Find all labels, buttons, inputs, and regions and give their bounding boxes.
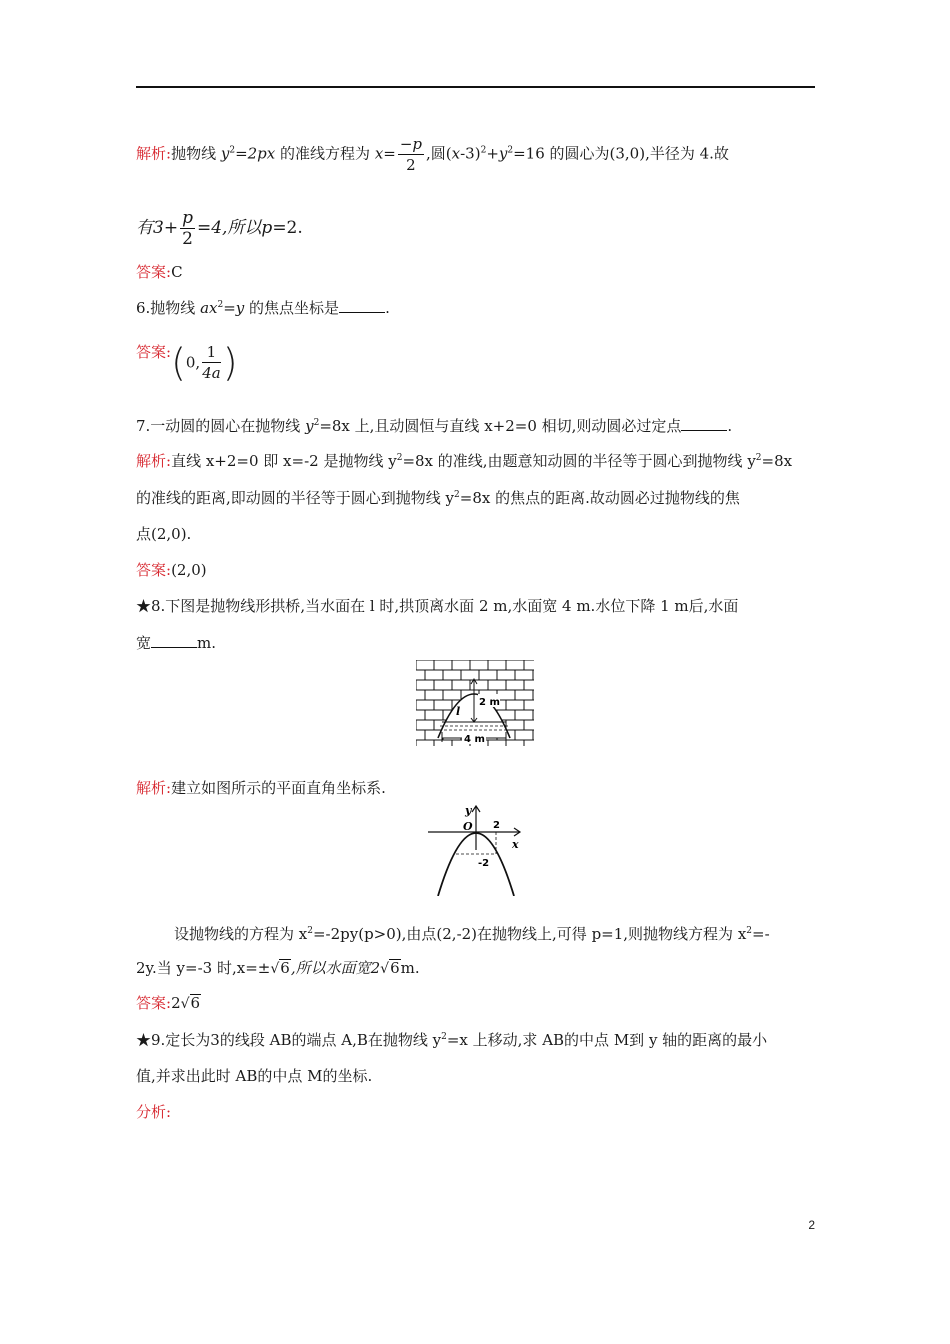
brick [488, 660, 506, 670]
answer-blank [339, 300, 385, 313]
brick [470, 660, 488, 670]
fraction: $\frac{p}{2}$ [182, 208, 193, 249]
brick [425, 710, 443, 720]
tick-label-neg2: -2 [478, 858, 490, 869]
solution-8-line1: 解析:建立如图所示的平面直角坐标系. [136, 779, 386, 797]
page-number: 2 [808, 1218, 815, 1232]
brick [506, 700, 524, 710]
brick [434, 680, 452, 690]
answer-blank [681, 418, 727, 431]
question-6: 6.抛物线 $ax^2=y$ 的焦点坐标是 . [136, 299, 390, 317]
brick [506, 660, 524, 670]
solution-label: 解析: [136, 144, 172, 163]
brick [416, 700, 434, 710]
brick [515, 730, 533, 740]
brick [425, 670, 443, 680]
brick [434, 660, 452, 670]
brick [533, 690, 534, 700]
brick [434, 700, 452, 710]
question-7: 7.一动圆的圆心在抛物线 $y^2=8x$ 上,且动圆恒与直线 x+2=0 相切,则动圆必过定点 . [136, 417, 733, 435]
answer-8: 答案:2√6 [136, 994, 201, 1012]
y-axis-label: y [465, 804, 472, 817]
brick [524, 700, 534, 710]
solution-7-line3: 点(2,0). [136, 525, 192, 543]
brick [524, 720, 534, 730]
brick [443, 690, 461, 700]
brick [506, 680, 524, 690]
brick [479, 670, 497, 680]
brick [425, 690, 443, 700]
solution-5-line1: 解析:抛物线 $y^2=2px$ 的准线方程为 x= $\frac{-p}{2}$ ,圆$(x-3)^2+y^2=16$ 的圆心为(3,0),半径为 4.故 [136, 135, 729, 174]
answer-5: 答案:C [136, 263, 183, 281]
x-axis-label: x [512, 838, 519, 851]
brick [506, 740, 524, 746]
brick [515, 710, 533, 720]
width-label: 4 m [464, 734, 485, 745]
brick [452, 660, 470, 670]
coordinate-figure [428, 800, 528, 896]
brick [416, 690, 425, 700]
tick-label-2: 2 [493, 820, 500, 831]
brick [452, 680, 470, 690]
brick [515, 670, 533, 680]
brick [416, 720, 434, 730]
height-label: 2 m [479, 697, 500, 708]
brick [515, 690, 533, 700]
brick [506, 720, 524, 730]
brick [416, 740, 434, 746]
question-9-line2: 值,并求出此时 AB的中点 M的坐标. [136, 1067, 373, 1085]
solution-8-line2: 设抛物线的方程为 $x^2=-2py(p>0)$,由点(2,-2)在抛物线上,可得 p=1,则抛物线方程为 $x^2=-$ [174, 925, 770, 943]
water-level-label: l [456, 705, 461, 718]
brick [524, 660, 534, 670]
brick [416, 660, 434, 670]
solution-5-line2: 有3+ $\frac{p}{2}$ =4,所以p=2. [136, 208, 303, 249]
analysis: 分析: [136, 1103, 172, 1121]
brick [416, 730, 425, 740]
fraction: $\frac{1}{4a}$ [202, 343, 221, 382]
answer-7: 答案:(2,0) [136, 561, 207, 579]
brick [533, 670, 534, 680]
brick [533, 710, 534, 720]
answer-6: 答案:(0, $\frac{1}{4a}$ ) [136, 340, 238, 385]
brick [461, 670, 479, 680]
question-8-line2: 宽 m. [136, 634, 217, 652]
brick [533, 730, 534, 740]
brick [434, 740, 452, 746]
brick [488, 680, 506, 690]
solution-8-line3: 2y.当 y=-3 时,x=±√6,所以水面宽2√6m. [136, 959, 420, 977]
arch-bridge-figure [416, 660, 534, 746]
origin-label: O [463, 820, 473, 833]
solution-7-line1: 解析:直线 x+2=0 即 x=-2 是抛物线 $y^2=8x$ 的准线,由题意知动圆的半径等于圆心到抛物线 $y^2=8x$ [136, 452, 793, 470]
header-rule [136, 86, 815, 88]
brick [416, 680, 434, 690]
brick [416, 710, 425, 720]
brick [524, 680, 534, 690]
fraction: $\frac{-p}{2}$ [399, 135, 423, 174]
brick [524, 740, 534, 746]
question-9-line1: ★9.定长为3的线段 AB的端点 A,B在抛物线 $y^2=x$ 上移动,求 AB的中点 M到 y 轴的距离的最小 [136, 1031, 768, 1049]
brick [416, 670, 425, 680]
brick [488, 740, 506, 746]
answer-blank [151, 635, 197, 648]
brick [443, 670, 461, 680]
solution-7-line2: 的准线的距离,即动圆的半径等于圆心到抛物线 $y^2=8x$ 的焦点的距离.故动圆必过抛物线的焦 [136, 489, 740, 507]
question-8-line1: ★8.下图是抛物线形拱桥,当水面在 l 时,拱顶离水面 2 m,水面宽 4 m.水位下降 1 m后,水面 [136, 597, 739, 615]
brick [497, 670, 515, 680]
